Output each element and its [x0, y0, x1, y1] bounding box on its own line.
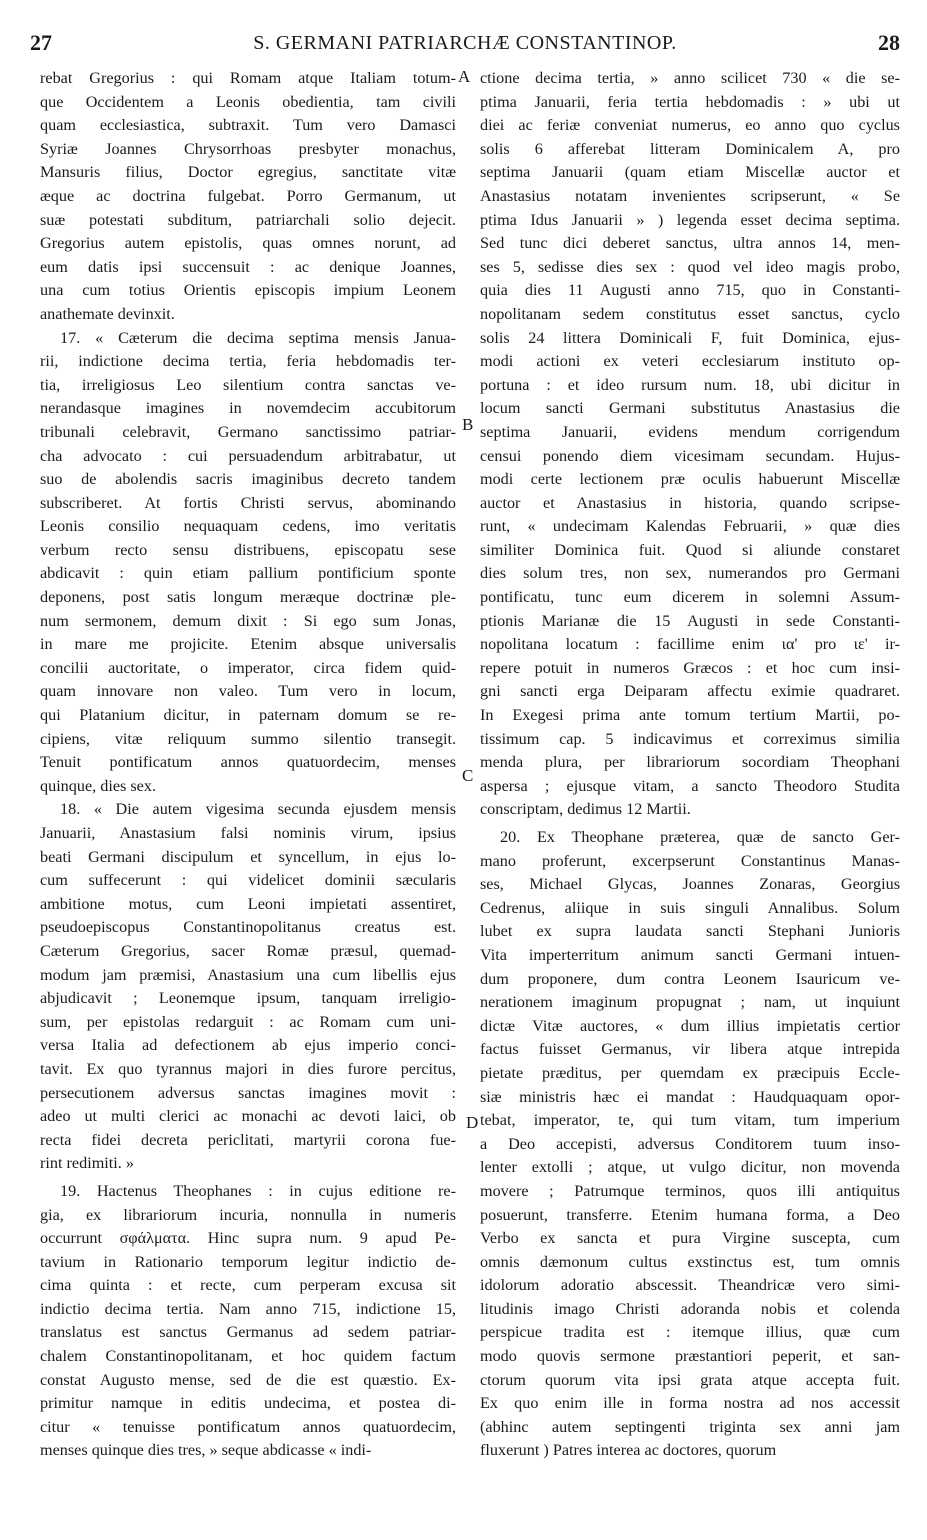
right-column-line: locum sancti Germani substitutus Anastasius die	[480, 399, 900, 418]
left-column-line: Mansuris filius, Doctor egregius, sanctitate vitæ	[40, 163, 456, 182]
left-column-line: cima quinta : et recte, cum perperam excusa sit	[40, 1276, 456, 1295]
right-column-line: modo quovis sermone præstantiori peperit, et san-	[480, 1347, 900, 1366]
right-column-line: modi certe lectionem præ oculis habuerunt Miscellæ	[480, 470, 900, 489]
left-column-line: Leonis consilio nequaquam cedens, imo veritatis	[40, 517, 456, 536]
right-column-line: Ex quo enim ille in forma nostra ad nos accessit	[480, 1394, 900, 1413]
left-column-line: constat Augusto mense, sed de die est quæstio. Ex-	[40, 1370, 456, 1389]
right-column-line: movere ; Patrumque terminos, quos illi antiquitus	[480, 1181, 900, 1200]
right-column-line: solis 24 littera Dominicali F, fuit Dominica, ejus-	[480, 328, 900, 347]
left-column-line: suæ potestati subditum, patriarchali solio dejecit.	[40, 210, 456, 229]
left-column-line: adeo ut multi clerici ac monachi ac devoti laici, ob	[40, 1107, 456, 1126]
left-column-line: anathemate devinxit.	[40, 304, 175, 323]
left-column-line: suo de abolendis sacris imaginibus decreto tandem	[40, 470, 456, 489]
right-column-line: dum proponere, dum contra Leonem Isauricum ve-	[480, 969, 900, 988]
right-column-line: omnis dæmonum cultus exstinctus est, tum omnis	[480, 1252, 900, 1271]
left-column-line: concilii auctoritate, o imperator, circa fidem quid-	[40, 658, 456, 677]
left-column-line: tia, irreligiosus Leo silentium contra sanctas ve-	[40, 375, 456, 394]
right-column-line: repere potuit in numeros Græcos : et hoc cum insi-	[480, 658, 900, 677]
left-column-line: translatus est sanctus Germanus ad sedem patriar-	[40, 1323, 456, 1342]
right-column-line: Cedrenus, aliique in suis singuli Annalibus. Solum	[480, 898, 900, 917]
left-column	[40, 67, 456, 1463]
right-column-line: nopolitanam sedem constitutus esset sanctus, cyclo	[480, 304, 900, 323]
left-column-line: Januarii, Anastasium falsi nominis virum, ipsius	[40, 824, 456, 842]
left-column-line: Gregorius autem epistolis, quas omnes norunt, ad	[40, 234, 456, 253]
right-column-line: auctor et Anastasius in historia, quando scripse-	[480, 493, 900, 512]
left-column-line: cum suffecerunt : qui videlicet dominii sæcularis	[40, 871, 456, 890]
left-column-line: rii, indictione decima tertia, feria hebdomadis ter-	[40, 352, 456, 371]
right-column-line: litudinis imago Christi adoranda nobis et colenda	[480, 1299, 900, 1318]
right-column-line: censui ponendo diem vicesimam secundam. Hujus-	[480, 446, 900, 465]
left-column-line: pseudoepiscopus Constantinopolitanus creatus est.	[40, 918, 456, 937]
right-column-line: perspicue tradita est : itemque illius, quæ cum	[480, 1323, 900, 1342]
left-column-line: citur « tenuisse pontificatum annos quatuordecim,	[40, 1417, 456, 1436]
left-column-line: Tenuit pontificatum annos quatuordecim, menses	[40, 753, 456, 772]
left-column-line: 18. « Die autem vigesima secunda ejusdem mensis	[60, 800, 456, 819]
left-column-line: quinque, dies sex.	[40, 776, 156, 795]
left-column-line: rebat Gregorius : qui Romam atque Italiam totum-	[40, 69, 456, 87]
left-column-line: gia, ex librariorum incuria, nonnulla in numeris	[40, 1205, 456, 1224]
left-column-line: tribunali celebravit, Germano sanctissimo patriar-	[40, 422, 456, 441]
right-column-line: 20. Ex Theophane præterea, quæ de sancto Ger-	[500, 828, 900, 846]
right-column-line: portuna : et ideo rursum num. 18, ubi dicitur in	[480, 375, 900, 394]
running-header	[30, 30, 900, 60]
left-column-line: primitur namque in editis undecima, et postea di-	[40, 1394, 456, 1413]
left-column-line: menses quinque dies tres, » seque abdicasse « indi-	[40, 1441, 372, 1460]
left-column-line: abjudicavit ; Leonemque ipsum, tanquam irreligio-	[40, 989, 456, 1008]
right-column-line: dies solum tres, non sex, numerandos pro Germani	[480, 564, 900, 583]
left-column-line: verbum recto sensu distribuens, episcopatu sese	[40, 540, 456, 559]
left-column-line: una cum totius Orientis episcopis impium Leonem	[40, 281, 456, 300]
right-column-line: (abhinc autem septingenti triginta sex anni jam	[480, 1417, 900, 1436]
running-title: S. GERMANI PATRIARCHÆ CONSTANTINOP.	[253, 32, 677, 54]
left-column-line: quam ecclesiastica, subtraxit. Tum vero Damasci	[40, 116, 456, 135]
left-column-line: Cæterum Gregorius, sacer Romæ præsul, quemad-	[40, 941, 456, 960]
right-column	[480, 67, 900, 1463]
left-column-line: deponens, post satis longum meræque doctrinæ ple-	[40, 588, 456, 607]
left-column-line: cipiens, vitæ reliquum summo silentio transegit.	[40, 729, 456, 748]
left-column-line: 17. « Cæterum die decima septima mensis Janua-	[60, 328, 456, 347]
right-column-line: factus fuisset Germanus, vir libera atque intrepida	[480, 1040, 900, 1059]
margin-letter-a: A	[458, 67, 471, 86]
left-column-line: tavium in Rationario temporum legitur indictio de-	[40, 1252, 456, 1271]
right-column-line: ctorum quorum vita ipsi grata atque accepta fuit.	[480, 1370, 900, 1389]
right-column-line: nerationem imaginum propugnat ; nam, ut inquiunt	[480, 993, 900, 1012]
right-column-line: pontificatu, tunc eum dicerem in solemni Assum-	[480, 588, 900, 607]
right-column-line: pietate præditus, per quemdam ex præcipuis Eccle-	[480, 1063, 900, 1082]
right-column-line: diei ac feriæ conveniat numerus, eo anno quo cyclus	[480, 116, 900, 135]
right-column-line: ptima Idus Januarii » ) legenda esset decima septima.	[480, 210, 900, 229]
left-column-line: rint redimiti. »	[40, 1154, 134, 1173]
right-column-line: septima Januarii, evidens mendum corrigendum	[480, 422, 900, 441]
right-column-line: ptionis Marianæ die 15 Augusti in sede Constanti-	[480, 611, 900, 630]
right-column-line: siæ ministris hæc ei mandat : Haudquaquam opor-	[480, 1087, 900, 1106]
right-column-line: conscriptam, dedimus 12 Martii.	[480, 800, 691, 819]
right-column-line: dictæ Vitæ auctores, « dum illius impietatis certior	[480, 1016, 900, 1035]
right-column-line: mano proferunt, excerpserunt Constantinus Manas-	[480, 851, 900, 870]
page-number-right: 28	[878, 30, 900, 55]
right-column-line: solis 6 afferebat litteram Dominicalem A, pro	[480, 139, 900, 158]
left-column-line: indictio decima tertia. Nam anno 715, indictione 15,	[40, 1299, 456, 1318]
right-column-line: Vita imperterritum animum sancti Germani intuen-	[480, 945, 900, 964]
margin-letter-d: D	[466, 1113, 479, 1132]
right-column-line: fluxerunt ) Patres interea ac doctores, quorum	[480, 1441, 777, 1460]
left-column-line: nerandasque imagines in novemdecim accubitorum	[40, 399, 456, 418]
left-column-line: Syriæ Joannes Chrysorrhoas presbyter monachus,	[40, 139, 456, 158]
right-column-line: idolorum adoratio abscessit. Theandricæ vero simi-	[480, 1276, 900, 1295]
right-column-line: lenter extolli ; atque, ut vulgo dicitur, non movenda	[480, 1158, 900, 1177]
right-column-line: In Exegesi prima ante tomum tertium Martii, po-	[480, 706, 900, 725]
left-column-line: æque ac doctrina fulgebat. Porro Germanum, ut	[40, 186, 456, 205]
left-column-line: beati Germani discipulum et syncellum, in ejus lo-	[40, 847, 456, 866]
right-column-line: a Deo accepisti, adversus Conditorem tuum inso-	[480, 1134, 900, 1153]
margin-letter-b: B	[462, 415, 474, 434]
right-column-line: Anastasius notatam invenientes scripserunt, « Se	[480, 186, 900, 205]
left-column-line: subscriberet. At fortis Christi servus, abominando	[40, 493, 456, 512]
left-column-line: occurrunt σφάλματα. Hinc supra num. 9 apud Pe-	[40, 1229, 456, 1248]
right-column-line: menda plura, per librariorum socordiam Theophani	[480, 753, 900, 772]
right-column-line: aspersa ; ejusque vitam, a sancto Theodoro Studita	[480, 776, 900, 795]
right-column-line: ses 5, sedisse dies sex : quod vel ideo magis probo,	[480, 257, 900, 276]
left-column-line: chalem Constantinopolitanam, et hoc quidem factum	[40, 1347, 456, 1366]
left-column-line: que Occidentem a Leonis obedientia, tam civili	[40, 92, 456, 111]
left-column-line: num sermonem, demum dixit : Si ego sum Jonas,	[40, 611, 456, 630]
left-column-line: cha advocato : cui persuadendum arbitrabatur, ut	[40, 446, 456, 465]
right-column-line: ctione decima tertia, » anno scilicet 730 « die se-	[480, 69, 900, 87]
left-column-line: recta fidei decreta periclitati, martyrii corona fue-	[40, 1130, 456, 1149]
left-column-line: sum, per epistolas redarguit : ac Romam cum uni-	[40, 1012, 456, 1031]
left-column-line: 19. Hactenus Theophanes : in cujus editione re-	[60, 1181, 456, 1200]
left-column-line: quam innovare non valeo. Tum vero in locum,	[40, 682, 456, 701]
right-column-line: modi actioni ex veteri ecclesiarum instituto op-	[480, 352, 900, 371]
right-column-line: gni sancti erga Deiparam affectu eximie quadraret.	[480, 682, 900, 701]
right-column-line: lubet ex supra laudata sancti Stephani Junioris	[480, 922, 900, 941]
left-column-line: qui Platanium dicitur, in paternam domum se re-	[40, 706, 456, 725]
left-column-line: abdicavit : quin etiam pallium pontificium sponte	[40, 564, 456, 583]
right-column-line: posuerunt, transferre. Etenim humana forma, a Deo	[480, 1205, 900, 1224]
page-number-left: 27	[30, 30, 52, 55]
right-column-line: septima Januarii (quam etiam Miscellæ auctor et	[480, 163, 900, 182]
right-column-line: tissimum cap. 5 indicavimus et correximus similia	[480, 729, 900, 748]
left-column-line: ambitione motus, cum Leoni impietati assentiret,	[40, 894, 456, 913]
right-column-line: runt, « undecimam Kalendas Februarii, » quæ dies	[480, 517, 900, 536]
left-column-line: tavit. Ex quo tyrannus majori in dies furore percitus,	[40, 1059, 456, 1078]
left-column-line: versa Italia ad defectionem ab ejus imperio conci-	[40, 1036, 456, 1055]
right-column-line: Verbo ex sancta et pura Virgine suscepta, cum	[480, 1229, 900, 1248]
right-column-line: ptima Januarii, feria tertia hebdomadis : » ubi ut	[480, 92, 900, 111]
margin-letter-c: C	[462, 766, 474, 785]
right-column-line: Sed tunc dici deberet sanctus, ultra annos 14, men-	[480, 234, 900, 253]
left-column-line: in mare me projicite. Etenim absque universalis	[40, 635, 456, 654]
right-column-line: similiter Dominica fuit. Quod si aliunde constaret	[480, 540, 900, 559]
left-column-line: modum jam præmisi, Anastasium una cum libellis ejus	[40, 965, 456, 984]
left-column-line: eum datis ipsi succensuit : ac denique Joannes,	[40, 257, 456, 276]
right-column-line: ses, Michael Glycas, Joannes Zonaras, Georgius	[480, 875, 900, 894]
right-column-line: quia dies 11 Augusti anno 715, quo in Constanti-	[480, 281, 900, 300]
right-column-line: tebat, imperator, te, qui tum vitam, tum imperium	[480, 1111, 900, 1130]
right-column-line: nopolitana locatum : facillime enim ια' pro ιε' ir-	[480, 635, 900, 654]
left-column-line: persecutionem adversus sanctas imagines movit :	[40, 1083, 456, 1102]
